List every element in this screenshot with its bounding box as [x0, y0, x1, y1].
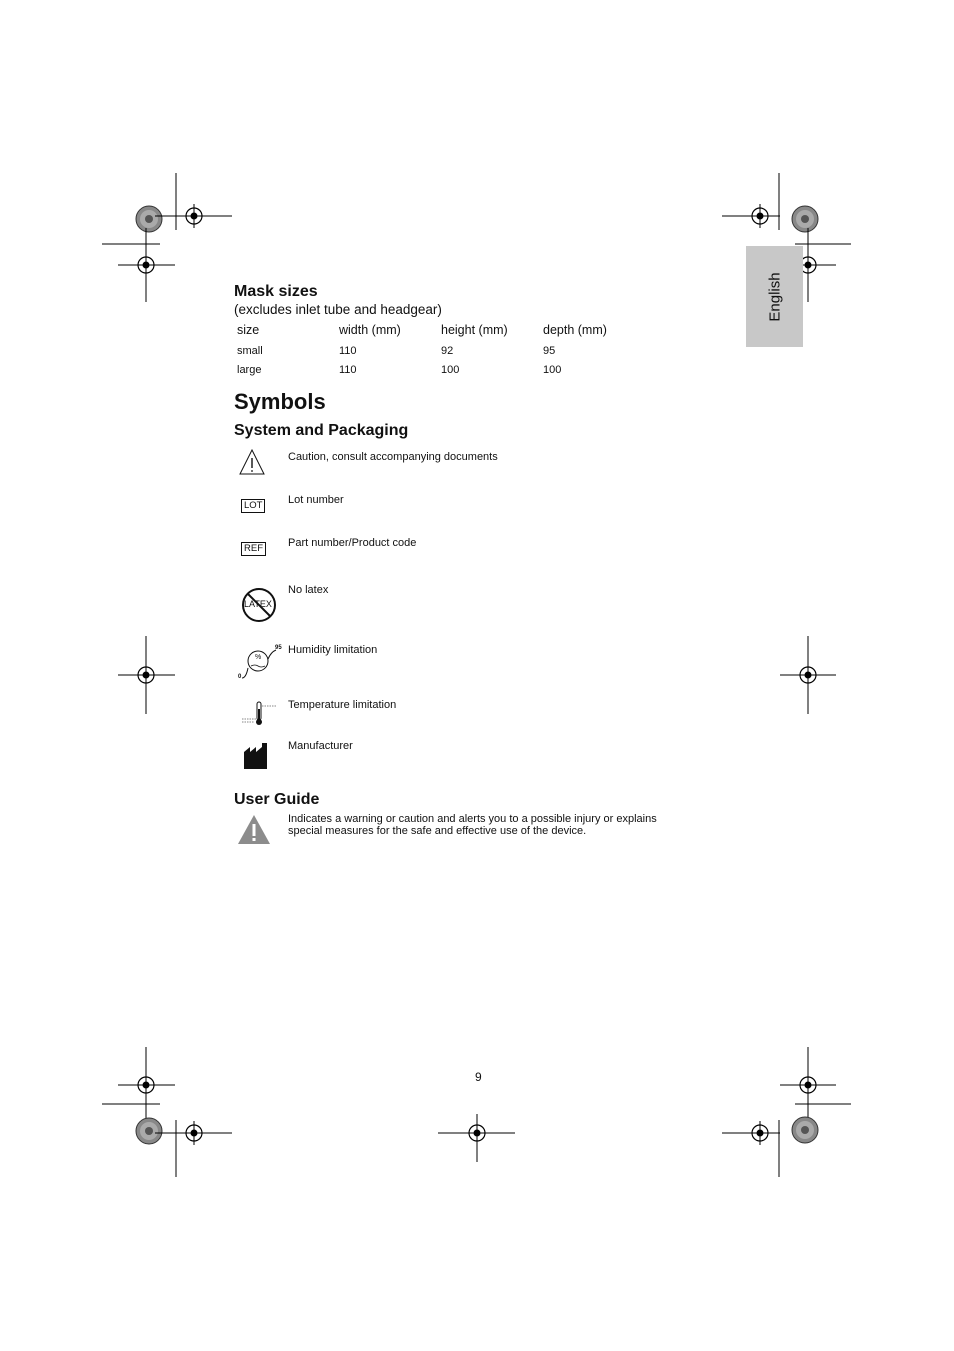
humidity-icon — [236, 644, 284, 684]
table-cell: large — [237, 364, 262, 376]
symbol-description: Caution, consult accompanying documents — [288, 451, 498, 463]
humidity-min: 0 — [238, 674, 242, 680]
table-cell: 110 — [339, 345, 357, 357]
table-cell: 100 — [441, 364, 460, 376]
table-cell: 110 — [339, 364, 357, 376]
user-guide-description: Indicates a warning or caution and alerts you to a possible injury or explains special measures for the safe and effective use of the device. — [288, 813, 657, 837]
ref-icon — [241, 538, 266, 556]
language-tab — [746, 246, 803, 347]
manufacturer-icon — [243, 742, 269, 770]
symbol-description: No latex — [288, 584, 329, 596]
warning-triangle-icon — [237, 813, 271, 845]
symbol-description: Temperature limitation — [288, 699, 397, 711]
column-header-width: width (mm) — [339, 323, 401, 337]
symbol-description: Humidity limitation — [288, 644, 378, 656]
no-latex-label: LATEX — [244, 599, 272, 609]
symbol-description: Manufacturer — [288, 740, 353, 752]
system-packaging-heading: System and Packaging — [234, 422, 409, 439]
caution-triangle-icon — [238, 448, 266, 476]
lot-icon — [241, 495, 265, 513]
column-header-height: height (mm) — [441, 323, 508, 337]
column-header-size: size — [237, 323, 260, 337]
table-cell: 100 — [543, 364, 562, 376]
table-cell: 92 — [441, 345, 454, 357]
no-latex-icon — [241, 587, 277, 623]
symbols-heading: Symbols — [234, 389, 326, 414]
lot-icon-label: LOT — [241, 499, 265, 513]
symbol-description: Part number/Product code — [288, 537, 417, 549]
mask-sizes-note: (excludes inlet tube and headgear) — [234, 302, 442, 317]
humidity-percent: % — [255, 654, 262, 661]
temperature-icon — [240, 699, 280, 727]
language-tab-label: English — [766, 271, 783, 322]
mask-sizes-table — [237, 323, 657, 383]
ref-icon-label: REF — [241, 542, 266, 556]
page-number: 9 — [475, 1070, 482, 1084]
humidity-max: 95 — [275, 645, 282, 651]
mask-sizes-heading: Mask sizes — [234, 283, 318, 300]
user-guide-heading: User Guide — [234, 791, 320, 808]
column-header-depth: depth (mm) — [543, 323, 607, 337]
table-cell: small — [237, 345, 263, 357]
table-cell: 95 — [543, 345, 556, 357]
symbol-description: Lot number — [288, 494, 344, 506]
